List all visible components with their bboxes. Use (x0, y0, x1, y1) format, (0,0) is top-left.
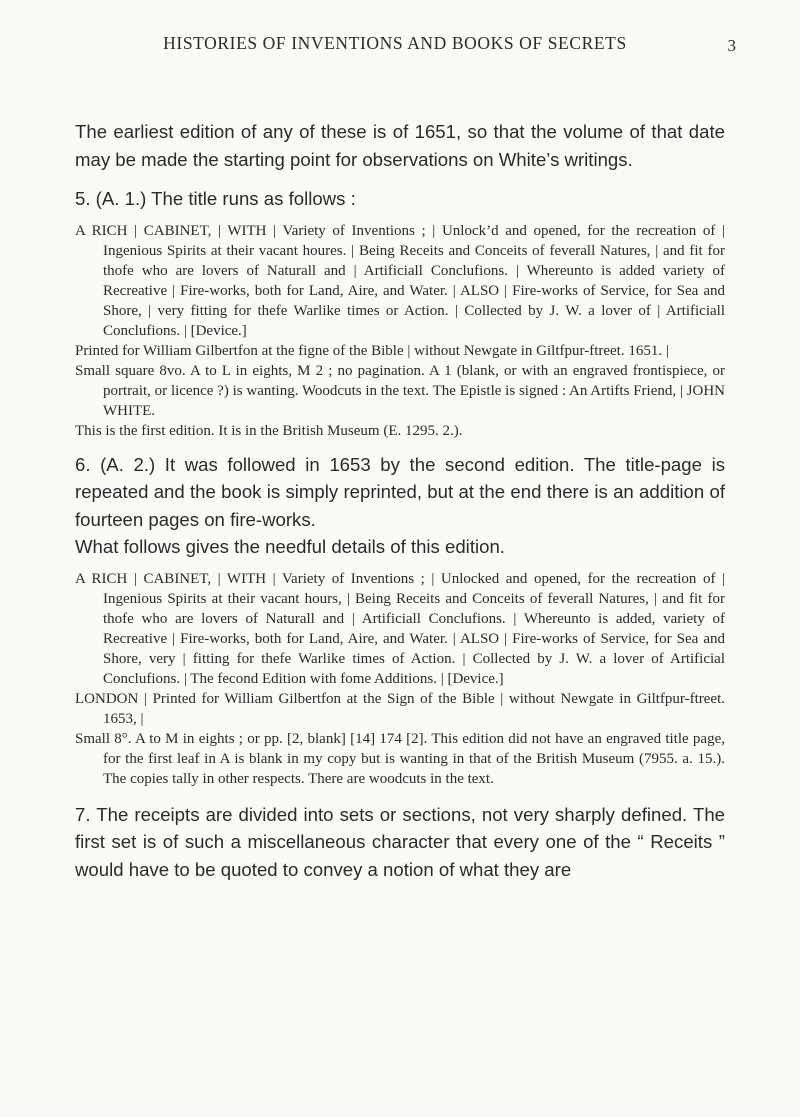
section7-paragraph: 7. The receipts are divided into sets or sections, not very sharply defined. The first set is of such a miscellaneous character that every one of the “ Receits ” would have to be quoted to convey a notion of what they are (75, 803, 725, 880)
section6-title-transcription: A RICH | CABINET, | WITH | Variety of Inventions ; | Unlocked and opened, for the recreation of | Ingenious Spirits at their vacant hours, | Being Receits and Conceits of feverall Natures, | and fit for thofe who are lovers of Naturall and | Artificiall Conclufions. | Whereunto is added, variety of Recreative | Fire-works, both for Land, Aire, and Water. | ALSO | Fire-works of Service, for Sea and Shore, very | fitting for thefe Warlike times of Action. | Collected by J. W. a lover of Artificial Conclufions. | The fecond Edition with fome Additions. | [Device.] (75, 570, 725, 687)
page-number: 3 (727, 36, 736, 55)
body-text (75, 118, 725, 883)
section5-description: Small square 8vo. A to L in eights, M 2 ; no pagination. A 1 (blank, or with an engraved frontispiece, or portrait, or licence ?) is wanting. Woodcuts in the text. The Epistle is signed : An Artifts Friend, | JOHN WHITE. (75, 362, 725, 419)
section5-location: This is the first edition. It is in the British Museum (E. 1295. 2.). (75, 422, 463, 439)
section6-imprint: LONDON | Printed for William Gilbertfon at the Sign of the Bible | without Newgate in Giltfpur-ftreet. 1653, | (75, 690, 725, 727)
section6-description: Small 8°. A to M in eights ; or pp. [2, blank] [14] 174 [2]. This edition did not have an engraved title page, for the first leaf in A is blank in my copy but is wanting in that of the British Museum (7955. a. 15.). The copies tally in other respects. There are woodcuts in the text. (75, 730, 725, 787)
section5-heading: 5. (A. 1.) The title runs as follows : (75, 188, 356, 209)
intro-paragraph: The earliest edition of any of these is of 1651, so that the volume of that date may be made the starting point for observations on White’s writings. (75, 121, 725, 170)
section5-bibliographic-block (75, 221, 725, 441)
section5-title-transcription: A RICH | CABINET, | WITH | Variety of Inventions ; | Unlock’d and opened, for the recreation of | Ingenious Spirits at their vacant houres. | Being Receits and Conceits of feverall Natures, | and fit for thofe who are lovers of Naturall and | Artificiall Conclufions. | Whereunto is added variety of Recreative | Fire-works, both for Land, Aire, and Water. | ALSO | Fire-works of Service, for Sea and Shore, | very fitting for thefe Warlike times or Action. | Collected by J. W. a lover of | Artificiall Conclufions. | [Device.] (75, 222, 725, 339)
section6-bibliographic-block (75, 569, 725, 789)
section6-lead: What follows gives the needful details of this edition. (75, 536, 505, 557)
running-head: HISTORIES OF INVENTIONS AND BOOKS OF SECRETS (163, 33, 627, 53)
section5-imprint: Printed for William Gilbertfon at the figne of the Bible | without Newgate in Giltfpur-ftreet. 1651. | (75, 342, 669, 359)
section6-paragraph: 6. (A. 2.) It was followed in 1653 by the second edition. The title-page is repeated and the book is simply reprinted, but at the end there is an addition of fourteen pages on fire-works. (75, 453, 725, 530)
